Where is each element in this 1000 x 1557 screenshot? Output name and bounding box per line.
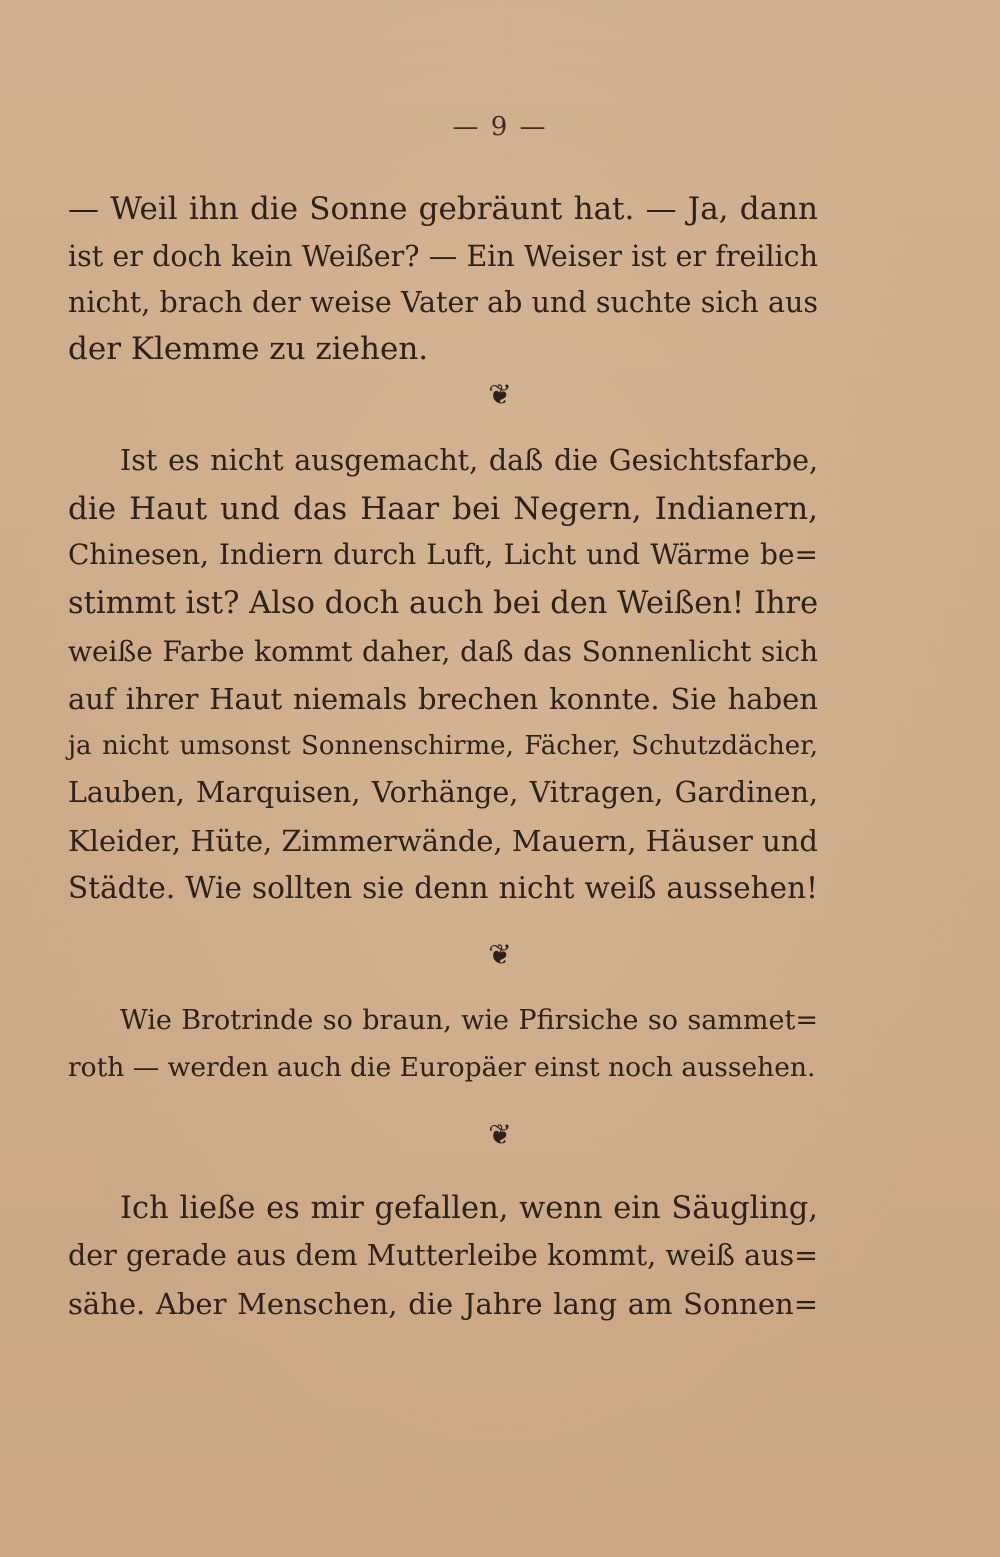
text-line: Wie Brotrinde so braun, wie Pfirsiche so sammet= [120, 1005, 818, 1036]
section-ornament-icon: ❦ [488, 938, 512, 971]
text-line: roth — werden auch die Europäer einst noch aussehen. [68, 1052, 816, 1083]
text-line: auf ihrer Haut niemals brechen konnte. Sie haben [68, 682, 818, 716]
text-line: weiße Farbe kommt daher, daß das Sonnenlicht sich [68, 635, 818, 668]
section-ornament-icon: ❦ [488, 378, 512, 411]
section-ornament-icon: ❦ [488, 1118, 512, 1151]
text-line: Kleider, Hüte, Zimmerwände, Mauern, Häuser und [68, 824, 818, 858]
text-line: ja nicht umsonst Sonnenschirme, Fächer, Schutzdächer, [68, 731, 818, 761]
text-line: stimmt ist? Also doch auch bei den Weißen! Ihre [68, 586, 819, 621]
text-line: die Haut und das Haar bei Negern, Indianern, [68, 491, 818, 527]
text-line: nicht, brach der weise Vater ab und suchte sich aus [68, 286, 818, 319]
text-line: Lauben, Marquisen, Vorhänge, Vitragen, Gardinen, [68, 776, 818, 809]
text-line: der Klemme zu ziehen. [68, 331, 429, 367]
text-line: Städte. Wie sollten sie denn nicht weiß aussehen! [68, 871, 818, 905]
text-line: — Weil ihn die Sonne gebräunt hat. — Ja, dann [68, 191, 818, 227]
text-line: ist er doch kein Weißer? — Ein Weiser ist er freilich [68, 240, 818, 273]
text-line: Ich ließe es mir gefallen, wenn ein Säugling, [120, 1191, 818, 1226]
page-number: — 9 — [452, 112, 548, 142]
text-line: Chinesen, Indiern durch Luft, Licht und Wärme be= [68, 538, 818, 571]
text-line: der gerade aus dem Mutterleibe kommt, weiß aus= [68, 1239, 818, 1272]
text-line: sähe. Aber Menschen, die Jahre lang am Sonnen= [68, 1287, 818, 1321]
text-line: Ist es nicht ausgemacht, daß die Gesichtsfarbe, [120, 444, 818, 477]
